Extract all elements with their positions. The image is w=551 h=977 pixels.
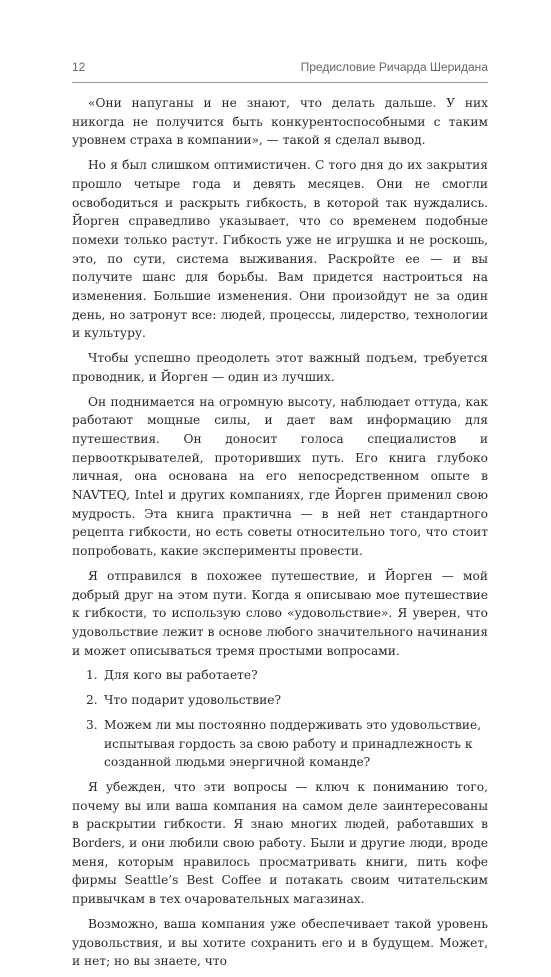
paragraph: Возможно, ваша компания уже обеспечивает такой уровень удовольствия, и вы хотите сохранить его и в будущем. Может, и нет; но вы знаете, что (72, 916, 488, 969)
paragraph: Я отправился в похожее путешествие, и Йорген — мой добрый друг на этом пути. Когда я описываю мое путешествие к гибкости, то использую слово «удовольствие». Я уверен, что удовольствие лежит в основе любого значительного начинания и может описываться тремя простыми вопросами. (72, 568, 488, 658)
list-number: 2. (86, 693, 98, 708)
paragraph: Я убежден, что эти вопросы — ключ к пониманию того, почему вы или ваша компания на самом деле заинтересованы в раскрытии гибкости. Я знаю многих людей, работавших в Borders, и они любили свою работу. Были и другие люди, вроде меня, которым нравилось просматривать книги, пить кофе фирмы Seattle’s Best Coffee и потакать своим читательским привычкам в тех очаровательных магазинах. (72, 779, 488, 907)
paragraph: Он поднимается на огромную высоту, наблюдает оттуда, как работают мощные силы, и дает вам информацию для путешествия. Он доносит голоса специалистов и первооткрывателей, проторивших путь. Его книга глубоко личная, она основана на его непосредственном опыте в NAVTEQ, Intel и других компаниях, где Йорген применил свою мудрость. Эта книга практична — в ней нет стандартного рецепта гибкости, но есть советы относительно того, что стоит попробовать, какие эксперименты провести. (72, 394, 488, 559)
list-text: Что подарит удовольствие? (104, 693, 282, 708)
list-item (72, 716, 488, 772)
running-header (72, 60, 488, 80)
page-body (72, 94, 488, 977)
paragraph: Чтобы успешно преодолеть этот важный подъем, требуется проводник, и Йорген — один из лучших. (72, 351, 488, 384)
list-item (72, 691, 488, 710)
list-text: Для кого вы работаете? (104, 668, 258, 683)
list-text: Можем ли мы постоянно поддерживать это удовольствие, испытывая гордость за свою работу и принадлежность к созданной людьми энергичной команде? (104, 717, 482, 770)
chapter-title: Предисловие Ричарда Шеридана (300, 60, 488, 74)
header-divider (72, 82, 488, 83)
page-number: 12 (72, 60, 86, 74)
list-item (72, 666, 488, 685)
list-number: 1. (86, 668, 98, 683)
paragraph: Но я был слишком оптимистичен. С того дня до их закрытия прошло четыре года и девять месяцев. Они не смогли освободиться и раскрыть гибкость, в которой так нуждались. Йорген справедливо указывает, что со временем подобные помехи только растут. Гибкость уже не игрушка и не роскошь, это, по сути, система выживания. Раскройте ее — и вы получите шанс для борьбы. Вам придется настроиться на изменения. Большие изменения. Они произойдут не за один день, но затронут все: людей, процессы, лидерство, технологии и культуру. (72, 158, 488, 341)
list-number: 3. (86, 717, 98, 732)
paragraph: «Они напуганы и не знают, что делать дальше. У них никогда не получится быть конкурентоспособными с таким уровнем страха в компании», — такой я сделал вывод. (72, 96, 488, 148)
